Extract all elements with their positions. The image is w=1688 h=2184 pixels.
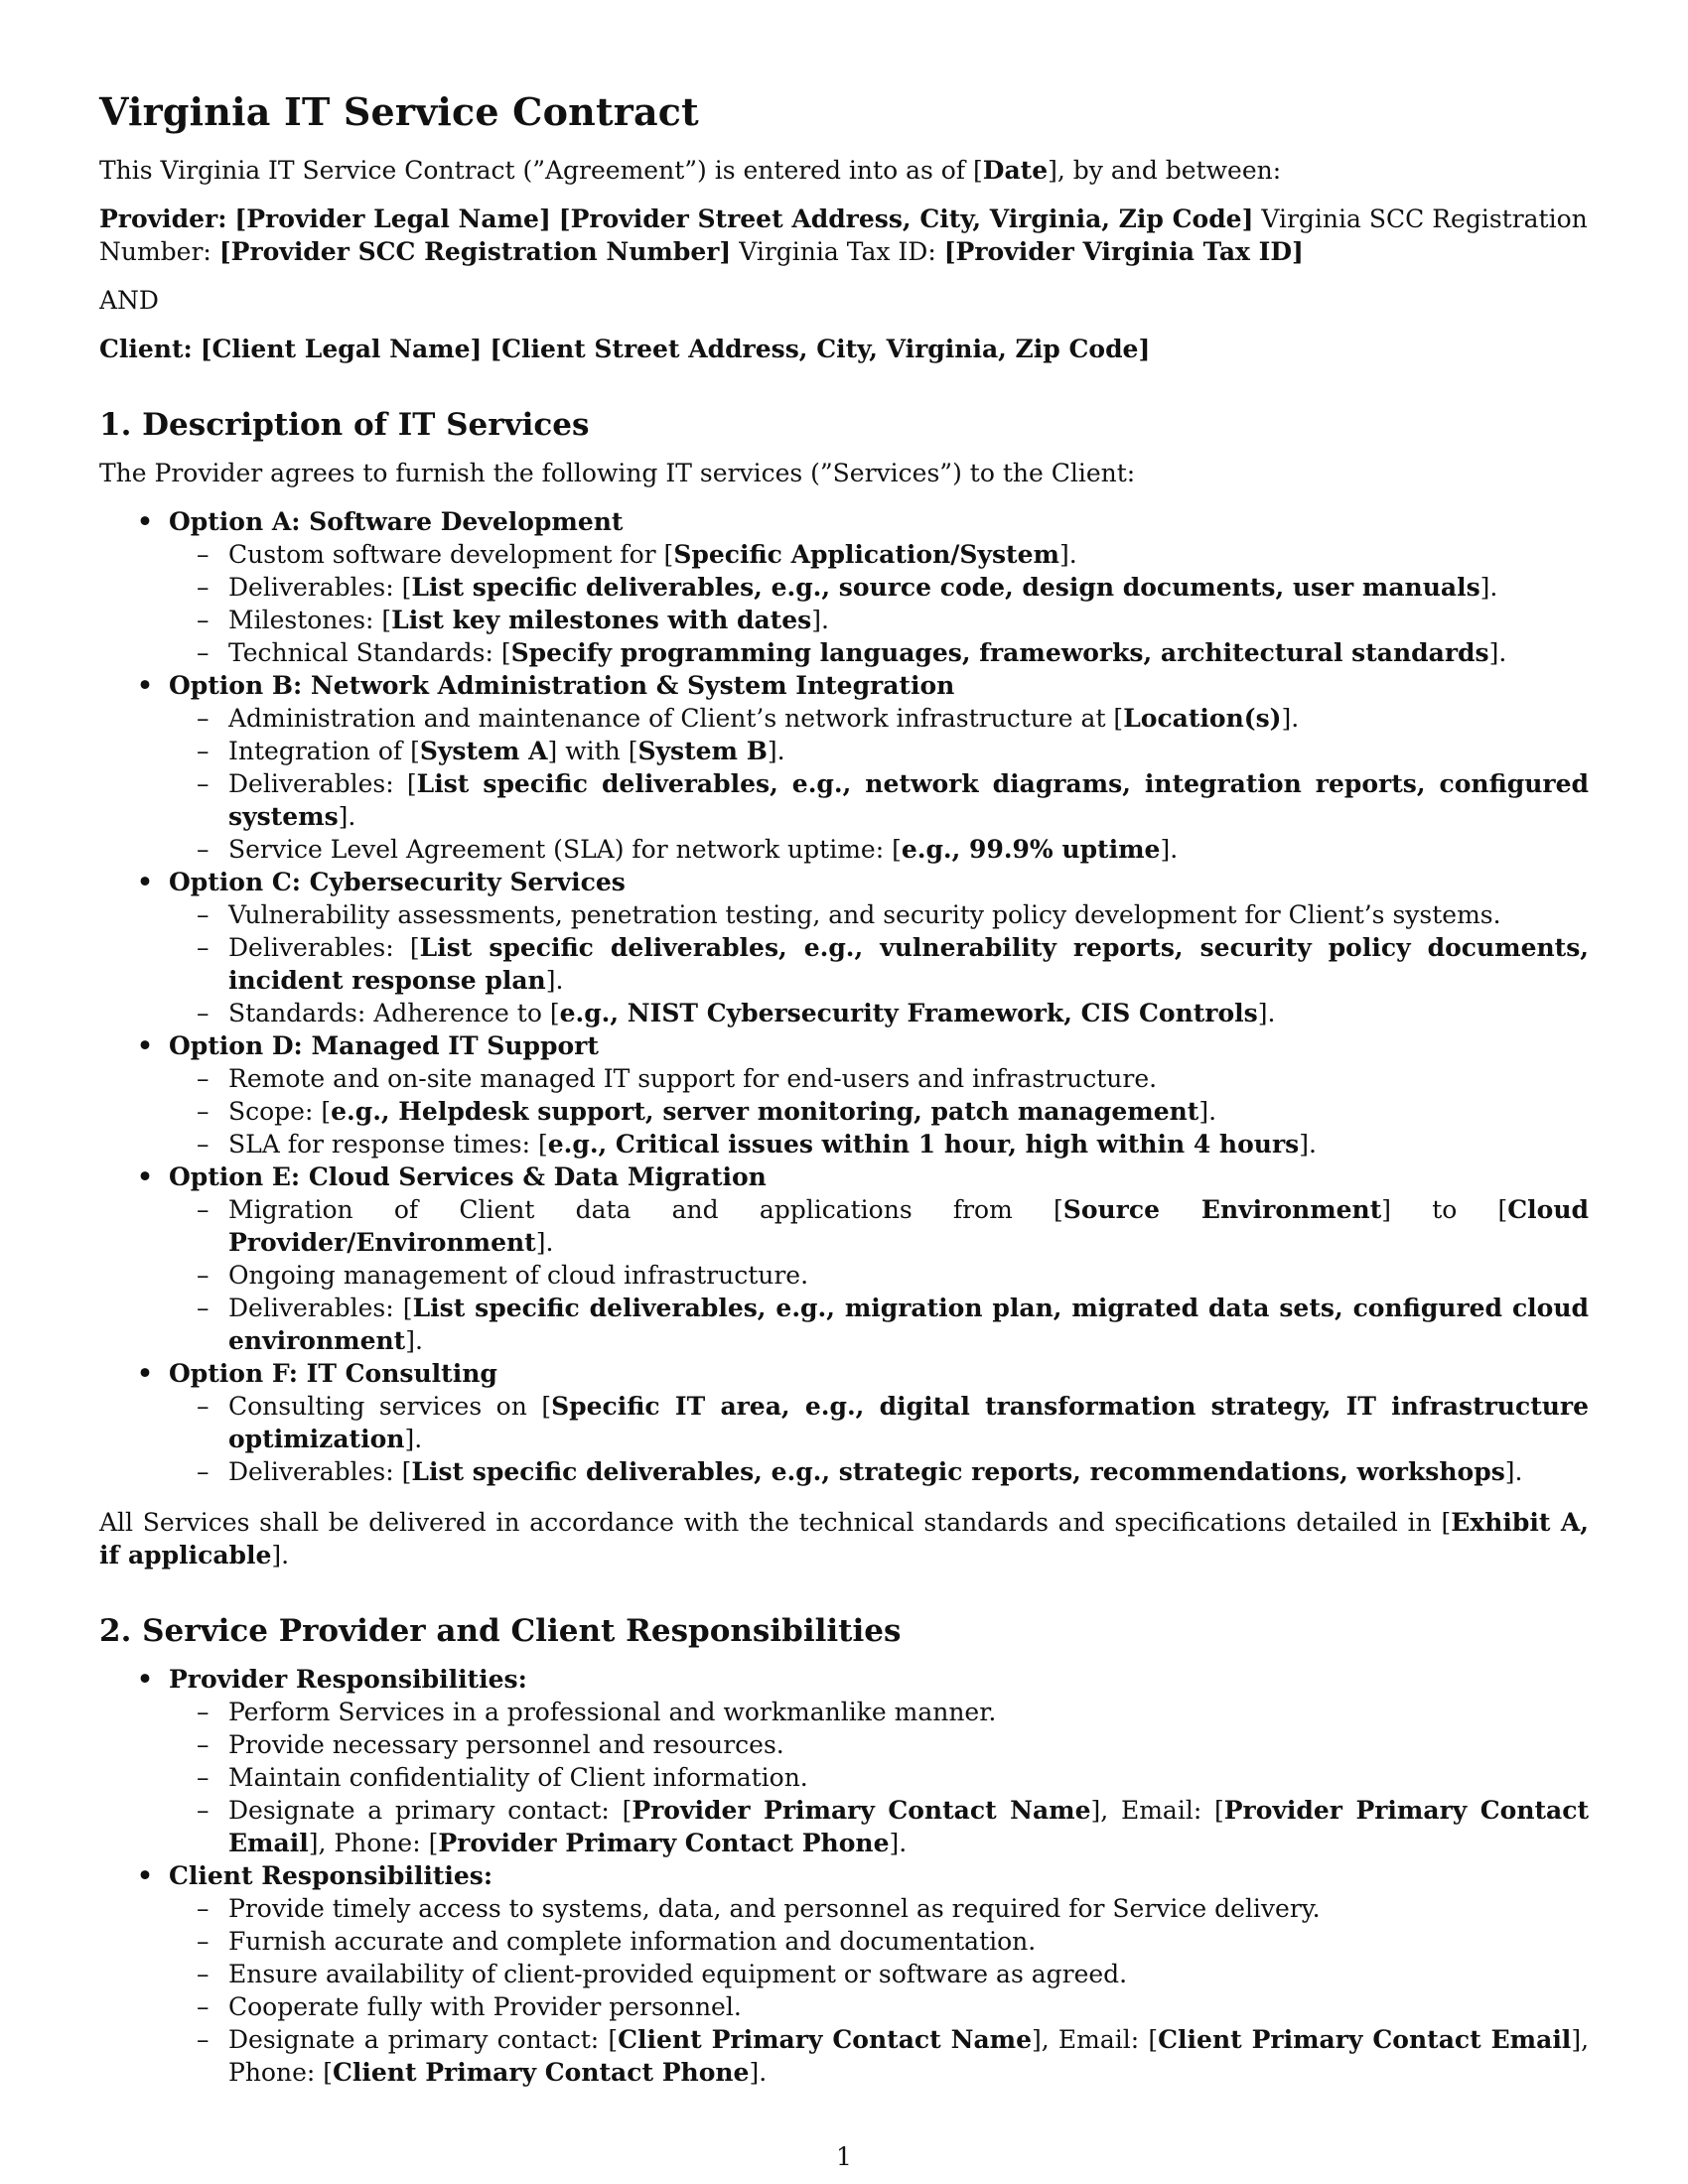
bullet: • — [137, 1665, 153, 1694]
responsibilities-list — [99, 1663, 1589, 2089]
list-item: – Deliverables: [List specific deliverables, e.g., vulnerability reports, security policy documents, incident response plan]. — [197, 933, 1589, 995]
list-item: – Deliverables: [List specific deliverables, e.g., migration plan, migrated data sets, configured cloud environment]. — [197, 1294, 1589, 1355]
list-item: – Scope: [e.g., Helpdesk support, server monitoring, patch management]. — [197, 1097, 1217, 1126]
section-1-intro: The Provider agrees to furnish the following IT services (”Services”) to the Client: — [99, 459, 1136, 487]
bullet: • — [137, 507, 153, 536]
list-item: – Consulting services on [Specific IT area, e.g., digital transformation strategy, IT infrastructure optimization]. — [197, 1392, 1590, 1453]
option-c-title: Option C: Cybersecurity Services — [169, 868, 626, 896]
bullet: • — [137, 1031, 153, 1060]
bullet: • — [137, 671, 153, 700]
list-item: – Technical Standards: [Specify programming languages, frameworks, architectural standards]. — [197, 638, 1507, 667]
list-item: – Designate a primary contact: [Client Primary Contact Name], Email: [Client Primary Contact Email], Phone: [Client Primary Contact Phone]. — [197, 2025, 1590, 2087]
option-d — [99, 1029, 1589, 1160]
list-item: – Remote and on-site managed IT support for end-users and infrastructure. — [197, 1064, 1158, 1093]
option-e — [99, 1160, 1589, 1357]
document-page — [99, 89, 1589, 2107]
option-a-title: Option A: Software Development — [169, 507, 624, 536]
provider-responsibilities — [99, 1663, 1589, 1859]
list-item: – Standards: Adherence to [e.g., NIST Cybersecurity Framework, CIS Controls]. — [197, 999, 1276, 1027]
list-item: – Deliverables: [List specific deliverables, e.g., strategic reports, recommendations, workshops]. — [197, 1457, 1523, 1486]
bullet: • — [137, 1162, 153, 1191]
option-a — [99, 505, 1589, 669]
list-item: – Designate a primary contact: [Provider Primary Contact Name], Email: [Provider Primary Contact Email], Phone: [Provider Primary Contact Phone]. — [197, 1796, 1590, 1857]
list-item: – Provide timely access to systems, data, and personnel as required for Service delivery. — [197, 1894, 1321, 1923]
section-1-heading: 1. Description of IT Services — [99, 407, 590, 443]
document-title: Virginia IT Service Contract — [99, 89, 699, 134]
provider-responsibilities-title: Provider Responsibilities: — [169, 1665, 527, 1694]
section-1-closing: All Services shall be delivered in accordance with the technical standards and specifications detailed in [Exhibit A, if applicable]. — [99, 1508, 1590, 1570]
list-item: – Ensure availability of client-provided equipment or software as agreed. — [197, 1960, 1128, 1988]
option-c — [99, 866, 1589, 1029]
bullet: • — [137, 868, 153, 896]
list-item: – Furnish accurate and complete information and documentation. — [197, 1927, 1037, 1956]
and-separator: AND — [99, 286, 159, 315]
list-item: – Maintain confidentiality of Client information. — [197, 1763, 808, 1792]
client-responsibilities — [99, 1859, 1589, 2089]
bullet: • — [137, 1861, 153, 1890]
list-item: – Deliverables: [List specific deliverables, e.g., source code, design documents, user manuals]. — [197, 573, 1498, 602]
list-item: – Administration and maintenance of Client’s network infrastructure at [Location(s)]. — [197, 704, 1300, 733]
option-f-title: Option F: IT Consulting — [169, 1359, 497, 1388]
list-item: – Service Level Agreement (SLA) for network uptime: [e.g., 99.9% uptime]. — [197, 835, 1179, 864]
list-item: – Deliverables: [List specific deliverables, e.g., network diagrams, integration reports, configured systems]. — [197, 769, 1589, 831]
option-e-title: Option E: Cloud Services & Data Migration — [169, 1162, 767, 1191]
services-list — [99, 505, 1589, 1488]
provider-block: Provider: [Provider Legal Name] [Provider Street Address, City, Virginia, Zip Code] Virginia SCC Registration Number: [Provider SCC Registration Number] Virginia Tax ID: [Provider Virginia Tax ID] — [99, 205, 1588, 266]
option-f — [99, 1357, 1589, 1488]
option-b-title: Option B: Network Administration & System Integration — [169, 671, 955, 700]
client-responsibilities-title: Client Responsibilities: — [169, 1861, 493, 1890]
list-item: – Milestones: [List key milestones with dates]. — [197, 606, 829, 634]
client-block: Client: [Client Legal Name] [Client Street Address, City, Virginia, Zip Code] — [99, 335, 1151, 363]
intro-paragraph: This Virginia IT Service Contract (”Agreement”) is entered into as of [Date], by and between: — [99, 156, 1282, 185]
list-item: – SLA for response times: [e.g., Critical issues within 1 hour, high within 4 hours]. — [197, 1130, 1317, 1159]
list-item: – Ongoing management of cloud infrastructure. — [197, 1261, 809, 1290]
list-item: – Migration of Client data and applications from [Source Environment] to [Cloud Provider/Environment]. — [197, 1195, 1589, 1257]
list-item: – Custom software development for [Specific Application/System]. — [197, 540, 1077, 569]
option-d-title: Option D: Managed IT Support — [169, 1031, 599, 1060]
page-number: 1 — [836, 2142, 852, 2171]
list-item: – Cooperate fully with Provider personnel. — [197, 1992, 742, 2021]
list-item: – Vulnerability assessments, penetration testing, and security policy development for Client’s systems. — [197, 900, 1501, 929]
list-item: – Integration of [System A] with [System B]. — [197, 737, 785, 765]
list-item: – Provide necessary personnel and resources. — [197, 1730, 784, 1759]
option-b — [99, 669, 1589, 866]
section-2-heading: 2. Service Provider and Client Responsibilities — [99, 1613, 902, 1649]
bullet: • — [137, 1359, 153, 1388]
list-item: – Perform Services in a professional and workmanlike manner. — [197, 1698, 997, 1726]
